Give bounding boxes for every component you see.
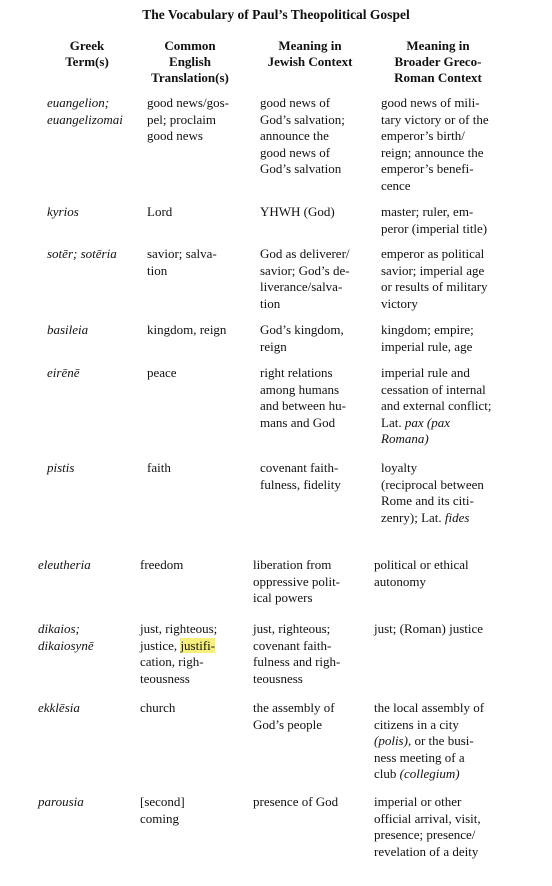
cell-line: victory: [381, 295, 418, 311]
cell-line: imperial or other: [374, 794, 462, 809]
cell-line: just, righteous;: [140, 621, 218, 636]
cell-line: savior; salva-: [147, 246, 217, 261]
cell-line: eirēnē: [47, 365, 80, 380]
cell-jewish: [260, 365, 346, 431]
cell-line: emperor as political: [381, 246, 485, 261]
cell-line: freedom: [140, 557, 184, 572]
cell-line: imperial rule and: [381, 365, 470, 380]
cell-line: God as deliverer/: [260, 246, 350, 261]
cell-jewish: [260, 246, 350, 312]
cell-line: imperial rule, age: [381, 338, 473, 354]
cell-line: justice, justifi-: [140, 637, 216, 653]
header-line: Term(s): [65, 54, 109, 69]
cell-line: tary victory or of the: [381, 111, 489, 127]
cell-line: zenry); Lat. fides: [381, 509, 470, 525]
cell-line: Rome and its citi-: [381, 493, 474, 509]
cell-greco: [381, 460, 484, 526]
cell-line: revelation of a deity: [374, 843, 479, 859]
cell-greco: [374, 700, 484, 783]
cell-term: [47, 204, 79, 221]
cell-line: liberation from: [253, 557, 332, 572]
cell-jewish: [260, 204, 335, 221]
cell-line: euangelizomai: [47, 111, 123, 127]
cell-greco: [374, 557, 469, 590]
cell-line: good news of: [260, 95, 331, 110]
cell-english: [140, 557, 183, 574]
cell-line: God’s kingdom,: [260, 322, 344, 337]
cell-line: good news: [147, 128, 203, 144]
page-title: The Vocabulary of Paul’s Theopolitical Gospel: [142, 7, 410, 22]
cell-jewish: [260, 322, 344, 355]
cell-line: church: [140, 700, 176, 715]
highlighted-text: justifi-: [180, 637, 216, 653]
cell-line: coming: [140, 810, 179, 826]
header-jewish-context: [255, 38, 365, 70]
cell-line: teousness: [253, 670, 303, 686]
header-line: Translation(s): [151, 70, 229, 85]
cell-line: the assembly of: [253, 700, 335, 715]
cell-line: peace: [147, 365, 177, 380]
cell-jewish: [253, 621, 340, 687]
cell-english: [147, 365, 177, 382]
cell-line: good news of mili-: [381, 95, 480, 110]
cell-term: [38, 557, 91, 574]
cell-line: dikaiosynē: [38, 637, 94, 653]
cell-english: [140, 700, 175, 717]
cell-line: citizens in a city: [374, 716, 459, 732]
cell-greco: [381, 246, 488, 312]
cell-line: God’s salvation;: [260, 111, 345, 127]
cell-line: peror (imperial title): [381, 220, 488, 236]
cell-line: official arrival, visit,: [374, 810, 481, 826]
cell-line: and between hu-: [260, 398, 346, 414]
header-line: Jewish Context: [267, 54, 353, 69]
cell-line: cessation of internal: [381, 381, 486, 397]
cell-line: kingdom; empire;: [381, 322, 474, 337]
cell-line: fulness, fidelity: [260, 476, 341, 492]
cell-english: [140, 794, 185, 827]
cell-line: euangelion;: [47, 95, 110, 110]
cell-line: political or ethical: [374, 557, 469, 572]
cell-line: tion: [147, 262, 168, 278]
cell-line: good news of: [260, 144, 331, 160]
cell-term: [47, 95, 123, 128]
cell-english: [140, 621, 217, 687]
header-line: Greek: [69, 38, 105, 53]
cell-line: savior; imperial age: [381, 262, 485, 278]
cell-line: emperor’s benefi-: [381, 161, 474, 177]
cell-line: kingdom, reign: [147, 322, 227, 337]
cell-line: fulness and righ-: [253, 654, 341, 670]
cell-line: ekklēsia: [38, 700, 80, 715]
cell-line: kyrios: [47, 204, 79, 219]
header-english-translation: [140, 38, 240, 86]
cell-jewish: [253, 700, 335, 733]
cell-line: ical powers: [253, 590, 313, 606]
cell-line: dikaios;: [38, 621, 80, 636]
cell-greco: [381, 204, 487, 237]
cell-line: ness meeting of a: [374, 749, 465, 765]
cell-line: pel; proclaim: [147, 111, 216, 127]
header-greek-term: [42, 38, 132, 70]
cell-greco: [374, 621, 483, 638]
cell-line: tion: [260, 295, 281, 311]
cell-line: loyalty: [381, 460, 418, 475]
cell-greco: [381, 365, 491, 448]
header-line: Broader Greco-: [394, 54, 482, 69]
cell-line: Lord: [147, 204, 173, 219]
cell-line: [second]: [140, 794, 185, 809]
cell-term: [38, 700, 80, 717]
cell-line: oppressive polit-: [253, 573, 341, 589]
cell-english: [147, 246, 217, 279]
cell-english: [147, 460, 171, 477]
header-line: Common: [164, 38, 216, 53]
cell-english: [147, 322, 226, 339]
header-greco-roman-context: [378, 38, 498, 86]
cell-english: [147, 95, 229, 145]
header-line: English: [169, 54, 211, 69]
cell-line: right relations: [260, 365, 333, 380]
cell-line: liverance/salva-: [260, 279, 343, 295]
cell-line: emperor’s birth/: [381, 128, 465, 144]
cell-line: teousness: [140, 670, 190, 686]
cell-line: parousia: [38, 794, 84, 809]
cell-line: (reciprocal between: [381, 476, 484, 492]
cell-line: (polis), or the busi-: [374, 733, 474, 749]
header-line: Meaning in: [406, 38, 470, 53]
cell-line: covenant faith-: [260, 460, 339, 475]
cell-line: and external conflict;: [381, 398, 492, 414]
cell-term: [47, 365, 79, 382]
cell-line: Romana): [381, 431, 429, 447]
header-line: Roman Context: [394, 70, 482, 85]
cell-greco: [381, 322, 474, 355]
cell-line: presence of God: [253, 794, 339, 809]
cell-term: [47, 460, 74, 477]
cell-line: covenant faith-: [253, 637, 332, 653]
cell-term: [38, 621, 94, 654]
cell-term: [38, 794, 84, 811]
cell-greco: [374, 794, 481, 860]
cell-line: basileia: [47, 322, 89, 337]
cell-term: [47, 246, 117, 263]
cell-line: savior; God’s de-: [260, 262, 350, 278]
cell-line: pistis: [47, 460, 75, 475]
cell-term: [47, 322, 88, 339]
cell-line: good news/gos-: [147, 95, 229, 110]
cell-line: just; (Roman) justice: [374, 621, 484, 636]
cell-line: mans and God: [260, 414, 336, 430]
cell-line: Lat. pax (pax: [381, 414, 450, 430]
cell-line: God’s people: [253, 716, 322, 732]
cell-line: eleutheria: [38, 557, 91, 572]
cell-line: the local assembly of: [374, 700, 485, 715]
cell-line: just, righteous;: [253, 621, 331, 636]
cell-line: reign: [260, 338, 287, 354]
cell-greco: [381, 95, 489, 195]
cell-line: announce the: [260, 128, 329, 144]
cell-jewish: [260, 95, 345, 178]
cell-line: or results of military: [381, 279, 488, 295]
cell-line: faith: [147, 460, 171, 475]
cell-line: cation, righ-: [140, 654, 204, 670]
cell-line: autonomy: [374, 573, 426, 589]
cell-line: master; ruler, em-: [381, 204, 474, 219]
cell-english: [147, 204, 172, 221]
cell-line: among humans: [260, 381, 340, 397]
cell-line: presence; presence/: [374, 827, 476, 843]
cell-line: club (collegium): [374, 766, 460, 782]
cell-line: God’s salvation: [260, 161, 342, 177]
cell-line: sotēr; sotēria: [47, 246, 117, 261]
cell-line: cence: [381, 177, 411, 193]
cell-jewish: [260, 460, 341, 493]
cell-line: YHWH (God): [260, 204, 335, 219]
cell-line: reign; announce the: [381, 144, 484, 160]
cell-jewish: [253, 557, 340, 607]
cell-jewish: [253, 794, 338, 811]
header-line: Meaning in: [278, 38, 342, 53]
